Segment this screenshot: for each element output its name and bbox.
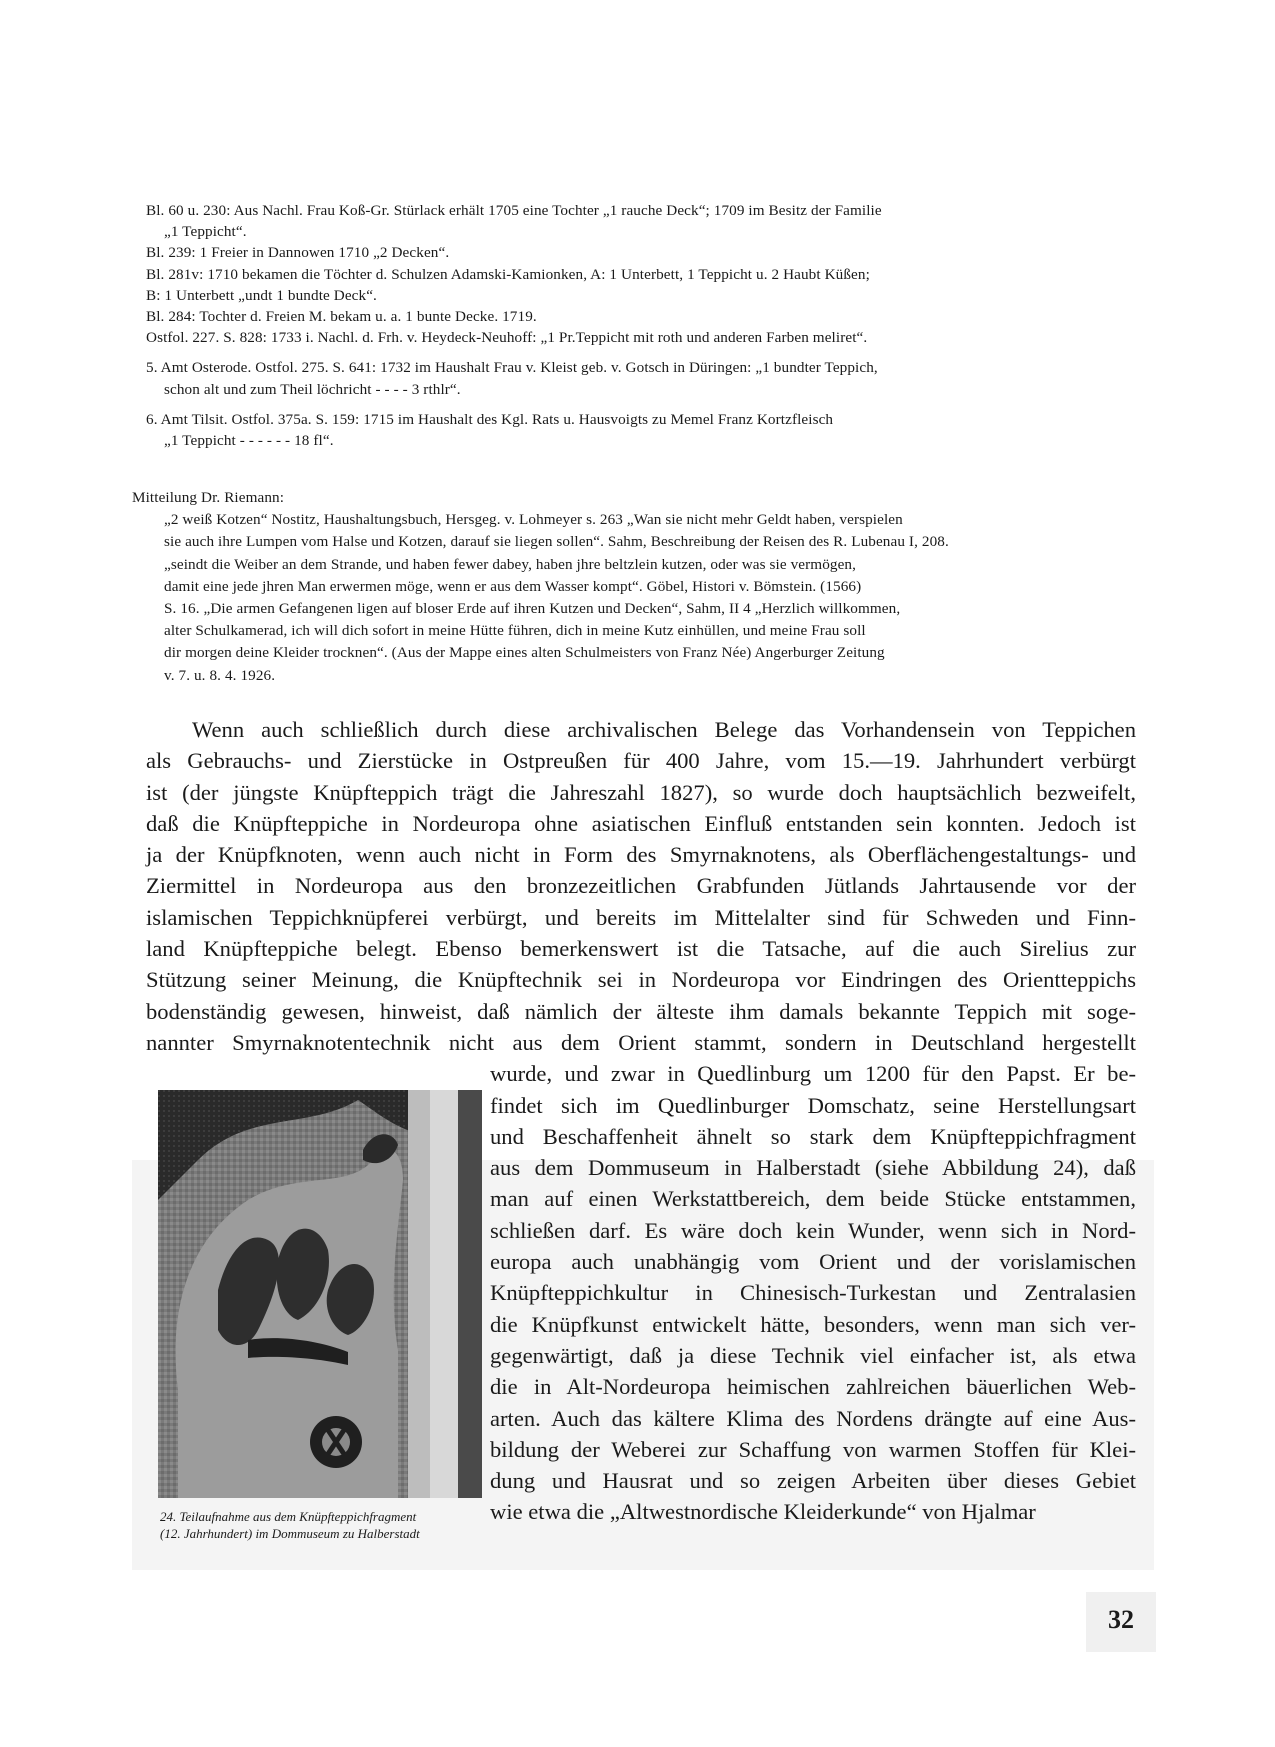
- body-line: europa auch unabhängig vom Orient und der vorislamischen: [490, 1249, 1136, 1275]
- note-6-line: 6. Amt Tilsit. Ostfol. 375a. S. 159: 1715 im Haushalt des Kgl. Rats u. Hausvoigts zu Memel Franz Kortzfleisch: [146, 410, 834, 428]
- mitteilung-line: „seindt die Weiber an dem Strande, und haben fewer dabey, haben jhre beltzlein kutzen, oder was sie vermögen,: [164, 555, 857, 573]
- body-line: die in Alt-Nordeuropa heimischen zahlreichen bäuerlichen Web-: [490, 1374, 1136, 1400]
- note-line: Ostfol. 227. S. 828: 1733 i. Nachl. d. Frh. v. Heydeck-Neuhoff: „1 Pr.Teppicht mit roth und anderen Farben meliret“.: [146, 329, 868, 347]
- mitteilung-line: alter Schulkamerad, ich will dich sofort in meine Hütte führen, dich in meine Kutz einhüllen, und meine Frau soll: [164, 622, 866, 640]
- mitteilung-line: dir morgen deine Kleider trocknen“. (Aus der Mappe eines alten Schulmeisters von Franz Née) Angerburger Zeitung: [164, 644, 885, 662]
- body-line: ja der Knüpfknoten, wenn auch nicht in Form des Smyrnaknotens, als Oberflächengestaltungs- und: [146, 842, 1136, 868]
- body-line: wurde, und zwar in Quedlinburg um 1200 für den Papst. Er be-: [490, 1061, 1136, 1087]
- mitteilung-line: damit eine jede jhren Man erwermen möge, wenn er aus dem Wasser kompt“. Göbel, Histori v. Bömstein. (1566): [164, 577, 862, 595]
- mitteilung-line: sie auch ihre Lumpen vom Halse und Kotzen, darauf sie liegen sollen“. Sahm, Beschreibung der Reisen des R. Lubenau I, 208.: [164, 533, 949, 551]
- body-line: und Beschaffenheit ähnelt so stark dem Knüpfteppichfragment: [490, 1123, 1136, 1149]
- carpet-fragment-photo: [158, 1090, 482, 1498]
- carpet-fragment-image: [158, 1090, 482, 1498]
- body-line: Knüpfteppichkultur in Chinesisch-Turkestan und Zentralasien: [490, 1280, 1136, 1306]
- body-line: bildung der Weberei zur Schaffung von warmen Stoffen für Klei-: [490, 1436, 1136, 1462]
- figure-caption: [160, 1508, 490, 1542]
- body-line: schließen darf. Es wäre doch kein Wunder, wenn sich in Nord-: [490, 1217, 1136, 1243]
- note-5-line: schon alt und zum Theil löchricht - - - - 3 rthlr“.: [164, 380, 461, 398]
- body-line: man auf einen Werkstattbereich, dem beide Stücke entstammen,: [490, 1186, 1136, 1212]
- mitteilung-line: v. 7. u. 8. 4. 1926.: [164, 666, 276, 684]
- body-line: arten. Auch das kältere Klima des Nordens drängte auf eine Aus-: [490, 1405, 1136, 1431]
- body-line: Ziermittel in Nordeuropa aus den bronzezeitlichen Grabfunden Jütlands Jahrtausende vor der: [146, 873, 1136, 899]
- note-6-line: „1 Teppicht - - - - - - 18 fl“.: [164, 432, 334, 450]
- note-line: Bl. 281v: 1710 bekamen die Töchter d. Schulzen Adamski-Kamionken, A: 1 Unterbett, 1 Teppicht u. 2 Haubt Küßen;: [146, 265, 870, 283]
- archive-notes: [146, 200, 1136, 451]
- body-line: findet sich im Quedlinburger Domschatz, seine Herstellungsart: [490, 1092, 1136, 1118]
- body-line: gegenwärtigt, daß ja diese Technik viel einfacher ist, als etwa: [490, 1342, 1136, 1368]
- body-line: nannter Smyrnaknotentechnik nicht aus dem Orient stammt, sondern in Deutschland hergestellt: [146, 1029, 1136, 1055]
- note-line: Bl. 284: Tochter d. Freien M. bekam u. a. 1 bunte Decke. 1719.: [146, 308, 537, 326]
- note-line: Bl. 239: 1 Freier in Dannowen 1710 „2 Decken“.: [146, 244, 450, 262]
- caption-line: 24. Teilaufnahme aus dem Knüpfteppichfragment: [160, 1509, 417, 1524]
- body-line: bodenständig gewesen, hinweist, daß nämlich der älteste ihm damals bekannte Teppich mit soge-: [146, 998, 1136, 1024]
- body-line: aus dem Dommuseum in Halberstadt (siehe Abbildung 24), daß: [490, 1155, 1136, 1181]
- mitteilung-heading: Mitteilung Dr. Riemann:: [132, 489, 285, 506]
- caption-line: (12. Jahrhundert) im Dommuseum zu Halberstadt: [160, 1526, 420, 1541]
- mitteilung-line: S. 16. „Die armen Gefangenen ligen auf bloser Erde auf ihren Kutzen und Decken“, Sahm, II 4 „Herzlich willkommen,: [164, 600, 901, 618]
- mitteilung-block: [132, 487, 1136, 687]
- note-line: B: 1 Unterbett „undt 1 bundte Deck“.: [146, 286, 377, 304]
- body-line: ist (der jüngste Knüpfteppich trägt die Jahreszahl 1827), so wurde doch hauptsächlich bezweifelt,: [146, 779, 1136, 805]
- body-line: als Gebrauchs- und Zierstücke in Ostpreußen für 400 Jahre, vom 15.—19. Jahrhundert verbürgt: [146, 748, 1136, 774]
- note-line: „1 Teppicht“.: [164, 223, 247, 241]
- note-5-line: 5. Amt Osterode. Ostfol. 275. S. 641: 1732 im Haushalt Frau v. Kleist geb. v. Gotsch in Düringen: „1 bundter Teppich,: [146, 359, 878, 377]
- page-number: 32: [1086, 1592, 1156, 1652]
- body-line: Wenn auch schließlich durch diese archivalischen Belege das Vorhandensein von Teppichen: [192, 717, 1136, 742]
- body-line: die Knüpfkunst entwickelt hätte, besonders, wenn man sich ver-: [490, 1311, 1136, 1337]
- body-line: wie etwa die „Altwestnordische Kleiderkunde“ von Hjalmar: [490, 1499, 1036, 1525]
- body-line: Stützung seiner Meinung, die Knüpftechnik sei in Nordeuropa vor Eindringen des Orientteppichs: [146, 967, 1136, 993]
- note-line: Bl. 60 u. 230: Aus Nachl. Frau Koß-Gr. Stürlack erhält 1705 eine Tochter „1 rauche Deck“; 1709 im Besitz der Familie: [146, 202, 882, 219]
- body-line: islamischen Teppichknüpferei verbürgt, und bereits im Mittelalter sind für Schweden und Finn-: [146, 904, 1136, 930]
- mitteilung-line: „2 weiß Kotzen“ Nostitz, Haushaltungsbuch, Hersgeg. v. Lohmeyer s. 263 „Wan sie nicht mehr Geldt haben, verspielen: [164, 511, 903, 529]
- body-line: land Knüpfteppiche belegt. Ebenso bemerkenswert ist die Tatsache, auf die auch Sirelius zur: [146, 936, 1136, 962]
- body-line: dung und Hausrat und so zeigen Arbeiten über dieses Gebiet: [490, 1468, 1136, 1494]
- body-line: daß die Knüpfteppiche in Nordeuropa ohne asiatischen Einfluß entstanden sein konnten. Jedoch ist: [146, 810, 1136, 836]
